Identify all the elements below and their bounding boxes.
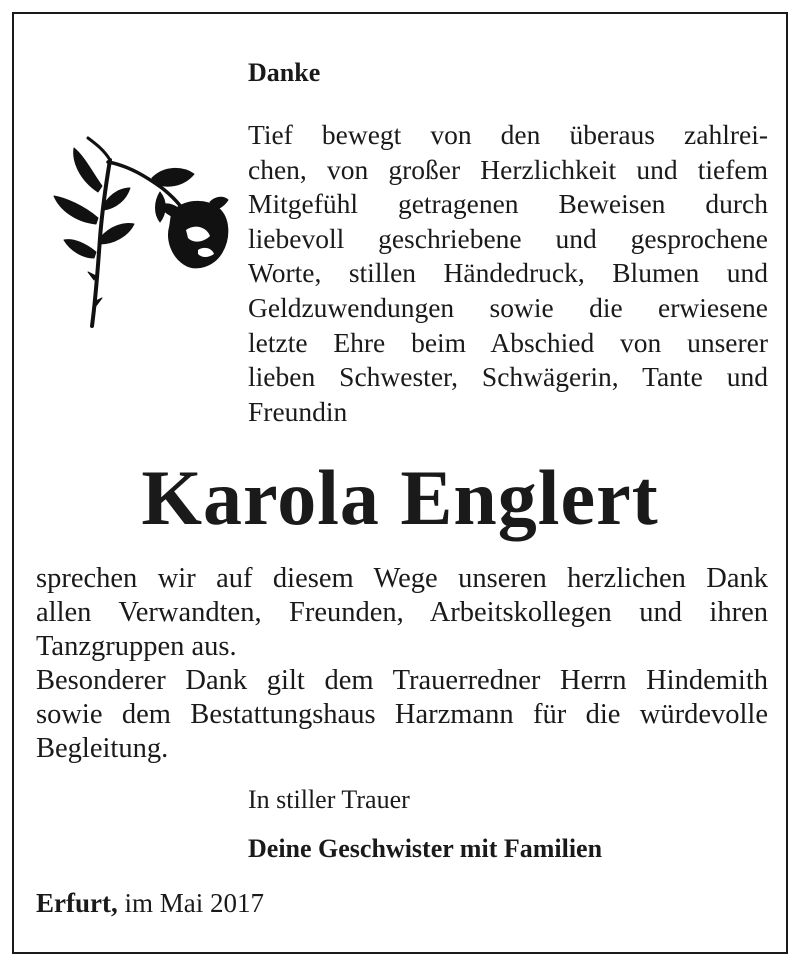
thanks-text: [36, 562, 768, 766]
date: im Mai 2017: [117, 888, 264, 918]
intro-line: Tief bewegt von den überaus zahlrei-: [248, 119, 768, 150]
intro-line: liebevoll geschriebene und gesprochene: [248, 222, 768, 254]
obituary-notice: [12, 12, 788, 954]
intro-line: Freundin: [248, 395, 348, 427]
place: Erfurt,: [36, 888, 118, 918]
signatories: Deine Geschwister mit Familien: [248, 834, 603, 863]
deceased-name: Karola Englert: [141, 454, 659, 541]
thanks-line: sowie dem Bestattungshaus Harzmann für die würdevolle: [36, 699, 768, 730]
thanks-line: Begleitung.: [36, 733, 169, 764]
thanks-line: Besonderer Dank gilt dem Trauerredner Herrn Hindemith: [36, 665, 768, 696]
thanks-line: Tanzgruppen aus.: [36, 631, 237, 662]
thanks-line: allen Verwandten, Freunden, Arbeitskollegen und ihren: [36, 597, 768, 628]
intro-line: chen, von großer Herzlichkeit und tiefem: [248, 153, 768, 185]
closing-phrase: In stiller Trauer: [248, 785, 410, 814]
intro-line: Geldzuwendungen sowie die erwiesene: [248, 291, 768, 323]
intro-line: Worte, stillen Händedruck, Blumen und: [248, 257, 768, 289]
place-date: [36, 888, 264, 918]
intro-line: lieben Schwester, Schwägerin, Tante und: [248, 361, 768, 393]
thanks-line: sprechen wir auf diesem Wege unseren herzlichen Dank: [36, 563, 768, 594]
intro-text: [248, 118, 768, 429]
intro-line: Mitgefühl getragenen Beweisen durch: [248, 188, 768, 220]
intro-line: letzte Ehre beim Abschied von unserer: [248, 326, 768, 358]
heading: Danke: [248, 58, 321, 87]
rose-icon: [34, 126, 234, 336]
